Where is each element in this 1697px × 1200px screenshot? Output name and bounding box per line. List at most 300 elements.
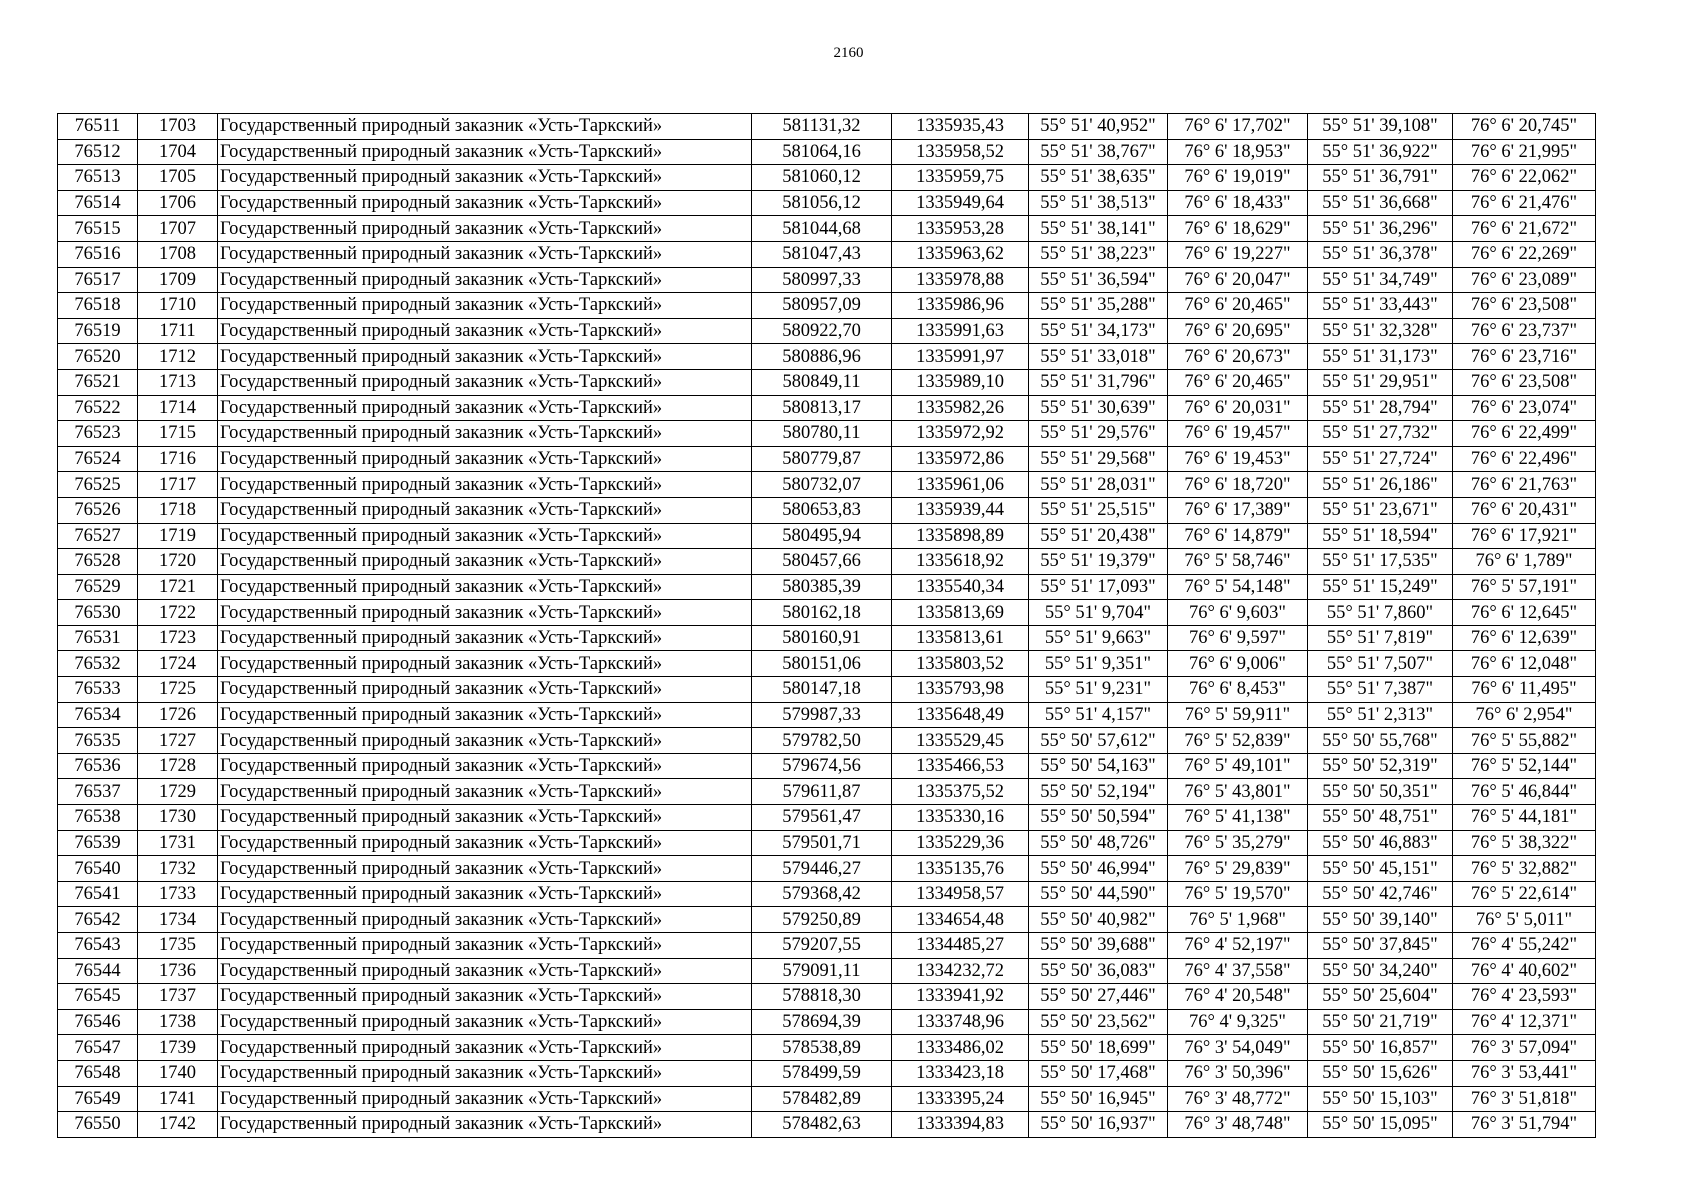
longitude-2-cell: 76° 4' 55,242" bbox=[1453, 933, 1596, 959]
x-coordinate-cell: 580653,83 bbox=[752, 497, 892, 523]
latitude-1-cell: 55° 51' 30,639" bbox=[1029, 395, 1168, 421]
latitude-1-cell: 55° 51' 38,223" bbox=[1029, 241, 1168, 267]
row-number-cell: 76537 bbox=[58, 779, 138, 805]
name-cell: Государственный природный заказник «Усть-Таркский» bbox=[218, 753, 752, 779]
x-coordinate-cell: 579782,50 bbox=[752, 728, 892, 754]
row-number-cell: 76524 bbox=[58, 446, 138, 472]
row-number-cell: 76512 bbox=[58, 139, 138, 165]
latitude-2-cell: 55° 51' 7,507" bbox=[1308, 651, 1453, 677]
y-coordinate-cell: 1335813,61 bbox=[892, 625, 1029, 651]
longitude-2-cell: 76° 6' 21,672" bbox=[1453, 216, 1596, 242]
row-number-cell: 76549 bbox=[58, 1086, 138, 1112]
name-cell: Государственный природный заказник «Усть-Таркский» bbox=[218, 267, 752, 293]
longitude-2-cell: 76° 5' 46,844" bbox=[1453, 779, 1596, 805]
point-number-cell: 1739 bbox=[138, 1035, 218, 1061]
y-coordinate-cell: 1333394,83 bbox=[892, 1112, 1029, 1138]
longitude-2-cell: 76° 6' 11,495" bbox=[1453, 677, 1596, 703]
name-cell: Государственный природный заказник «Усть-Таркский» bbox=[218, 549, 752, 575]
longitude-2-cell: 76° 5' 22,614" bbox=[1453, 881, 1596, 907]
row-number-cell: 76544 bbox=[58, 958, 138, 984]
point-number-cell: 1715 bbox=[138, 421, 218, 447]
y-coordinate-cell: 1335953,28 bbox=[892, 216, 1029, 242]
latitude-1-cell: 55° 50' 18,699" bbox=[1029, 1035, 1168, 1061]
row-number-cell: 76548 bbox=[58, 1060, 138, 1086]
point-number-cell: 1716 bbox=[138, 446, 218, 472]
longitude-1-cell: 76° 5' 59,911" bbox=[1168, 702, 1308, 728]
longitude-1-cell: 76° 6' 20,047" bbox=[1168, 267, 1308, 293]
latitude-1-cell: 55° 50' 17,468" bbox=[1029, 1060, 1168, 1086]
name-cell: Государственный природный заказник «Усть-Таркский» bbox=[218, 446, 752, 472]
name-cell: Государственный природный заказник «Усть-Таркский» bbox=[218, 779, 752, 805]
latitude-2-cell: 55° 51' 23,671" bbox=[1308, 497, 1453, 523]
point-number-cell: 1740 bbox=[138, 1060, 218, 1086]
latitude-2-cell: 55° 51' 7,387" bbox=[1308, 677, 1453, 703]
point-number-cell: 1719 bbox=[138, 523, 218, 549]
x-coordinate-cell: 579611,87 bbox=[752, 779, 892, 805]
name-cell: Государственный природный заказник «Усть-Таркский» bbox=[218, 984, 752, 1010]
longitude-2-cell: 76° 6' 20,431" bbox=[1453, 497, 1596, 523]
point-number-cell: 1741 bbox=[138, 1086, 218, 1112]
latitude-2-cell: 55° 50' 55,768" bbox=[1308, 728, 1453, 754]
longitude-2-cell: 76° 6' 23,716" bbox=[1453, 344, 1596, 370]
longitude-2-cell: 76° 5' 32,882" bbox=[1453, 856, 1596, 882]
latitude-2-cell: 55° 50' 34,240" bbox=[1308, 958, 1453, 984]
name-cell: Государственный природный заказник «Усть-Таркский» bbox=[218, 421, 752, 447]
latitude-1-cell: 55° 51' 9,704" bbox=[1029, 600, 1168, 626]
x-coordinate-cell: 578818,30 bbox=[752, 984, 892, 1010]
table-row bbox=[58, 241, 1596, 267]
latitude-1-cell: 55° 50' 16,945" bbox=[1029, 1086, 1168, 1112]
row-number-cell: 76522 bbox=[58, 395, 138, 421]
y-coordinate-cell: 1335989,10 bbox=[892, 369, 1029, 395]
page-number: 2160 bbox=[833, 45, 864, 61]
latitude-2-cell: 55° 51' 36,296" bbox=[1308, 216, 1453, 242]
longitude-1-cell: 76° 5' 41,138" bbox=[1168, 805, 1308, 831]
longitude-1-cell: 76° 5' 52,839" bbox=[1168, 728, 1308, 754]
longitude-1-cell: 76° 4' 52,197" bbox=[1168, 933, 1308, 959]
longitude-1-cell: 76° 6' 14,879" bbox=[1168, 523, 1308, 549]
x-coordinate-cell: 580813,17 bbox=[752, 395, 892, 421]
latitude-1-cell: 55° 50' 40,982" bbox=[1029, 907, 1168, 933]
latitude-1-cell: 55° 51' 29,576" bbox=[1029, 421, 1168, 447]
latitude-1-cell: 55° 50' 36,083" bbox=[1029, 958, 1168, 984]
name-cell: Государственный природный заказник «Усть-Таркский» bbox=[218, 318, 752, 344]
longitude-2-cell: 76° 6' 12,639" bbox=[1453, 625, 1596, 651]
table-row bbox=[58, 293, 1596, 319]
name-cell: Государственный природный заказник «Усть-Таркский» bbox=[218, 574, 752, 600]
y-coordinate-cell: 1335648,49 bbox=[892, 702, 1029, 728]
longitude-1-cell: 76° 6' 9,597" bbox=[1168, 625, 1308, 651]
latitude-2-cell: 55° 51' 27,724" bbox=[1308, 446, 1453, 472]
latitude-2-cell: 55° 51' 36,922" bbox=[1308, 139, 1453, 165]
longitude-1-cell: 76° 5' 43,801" bbox=[1168, 779, 1308, 805]
table-row bbox=[58, 677, 1596, 703]
latitude-1-cell: 55° 50' 44,590" bbox=[1029, 881, 1168, 907]
point-number-cell: 1733 bbox=[138, 881, 218, 907]
point-number-cell: 1722 bbox=[138, 600, 218, 626]
table-row bbox=[58, 344, 1596, 370]
latitude-1-cell: 55° 51' 38,513" bbox=[1029, 190, 1168, 216]
latitude-2-cell: 55° 51' 15,249" bbox=[1308, 574, 1453, 600]
name-cell: Государственный природный заказник «Усть-Таркский» bbox=[218, 114, 752, 140]
longitude-2-cell: 76° 3' 51,818" bbox=[1453, 1086, 1596, 1112]
longitude-1-cell: 76° 6' 8,453" bbox=[1168, 677, 1308, 703]
point-number-cell: 1728 bbox=[138, 753, 218, 779]
longitude-2-cell: 76° 4' 40,602" bbox=[1453, 958, 1596, 984]
x-coordinate-cell: 580849,11 bbox=[752, 369, 892, 395]
table-row bbox=[58, 702, 1596, 728]
name-cell: Государственный природный заказник «Усть-Таркский» bbox=[218, 677, 752, 703]
row-number-cell: 76530 bbox=[58, 600, 138, 626]
y-coordinate-cell: 1335529,45 bbox=[892, 728, 1029, 754]
longitude-2-cell: 76° 6' 22,496" bbox=[1453, 446, 1596, 472]
row-number-cell: 76532 bbox=[58, 651, 138, 677]
name-cell: Государственный природный заказник «Усть-Таркский» bbox=[218, 165, 752, 191]
latitude-2-cell: 55° 51' 36,668" bbox=[1308, 190, 1453, 216]
longitude-2-cell: 76° 5' 52,144" bbox=[1453, 753, 1596, 779]
latitude-2-cell: 55° 50' 46,883" bbox=[1308, 830, 1453, 856]
longitude-1-cell: 76° 6' 19,457" bbox=[1168, 421, 1308, 447]
longitude-1-cell: 76° 5' 58,746" bbox=[1168, 549, 1308, 575]
longitude-2-cell: 76° 6' 22,499" bbox=[1453, 421, 1596, 447]
point-number-cell: 1727 bbox=[138, 728, 218, 754]
longitude-1-cell: 76° 6' 18,433" bbox=[1168, 190, 1308, 216]
name-cell: Государственный природный заказник «Усть-Таркский» bbox=[218, 395, 752, 421]
latitude-2-cell: 55° 51' 27,732" bbox=[1308, 421, 1453, 447]
point-number-cell: 1720 bbox=[138, 549, 218, 575]
point-number-cell: 1724 bbox=[138, 651, 218, 677]
latitude-2-cell: 55° 50' 16,857" bbox=[1308, 1035, 1453, 1061]
point-number-cell: 1730 bbox=[138, 805, 218, 831]
latitude-2-cell: 55° 51' 28,794" bbox=[1308, 395, 1453, 421]
row-number-cell: 76542 bbox=[58, 907, 138, 933]
x-coordinate-cell: 578499,59 bbox=[752, 1060, 892, 1086]
row-number-cell: 76525 bbox=[58, 472, 138, 498]
longitude-2-cell: 76° 6' 21,995" bbox=[1453, 139, 1596, 165]
longitude-1-cell: 76° 4' 20,548" bbox=[1168, 984, 1308, 1010]
name-cell: Государственный природный заказник «Усть-Таркский» bbox=[218, 881, 752, 907]
longitude-2-cell: 76° 6' 23,089" bbox=[1453, 267, 1596, 293]
y-coordinate-cell: 1334485,27 bbox=[892, 933, 1029, 959]
table-row bbox=[58, 1086, 1596, 1112]
y-coordinate-cell: 1335949,64 bbox=[892, 190, 1029, 216]
x-coordinate-cell: 580495,94 bbox=[752, 523, 892, 549]
point-number-cell: 1738 bbox=[138, 1009, 218, 1035]
name-cell: Государственный природный заказник «Усть-Таркский» bbox=[218, 139, 752, 165]
latitude-2-cell: 55° 51' 39,108" bbox=[1308, 114, 1453, 140]
x-coordinate-cell: 580779,87 bbox=[752, 446, 892, 472]
name-cell: Государственный природный заказник «Усть-Таркский» bbox=[218, 702, 752, 728]
latitude-1-cell: 55° 51' 25,515" bbox=[1029, 497, 1168, 523]
latitude-2-cell: 55° 50' 39,140" bbox=[1308, 907, 1453, 933]
longitude-1-cell: 76° 5' 49,101" bbox=[1168, 753, 1308, 779]
name-cell: Государственный природный заказник «Усть-Таркский» bbox=[218, 907, 752, 933]
x-coordinate-cell: 580457,66 bbox=[752, 549, 892, 575]
row-number-cell: 76523 bbox=[58, 421, 138, 447]
table-row bbox=[58, 472, 1596, 498]
y-coordinate-cell: 1335978,88 bbox=[892, 267, 1029, 293]
table-row bbox=[58, 1009, 1596, 1035]
table-row bbox=[58, 369, 1596, 395]
longitude-1-cell: 76° 6' 9,603" bbox=[1168, 600, 1308, 626]
point-number-cell: 1717 bbox=[138, 472, 218, 498]
latitude-2-cell: 55° 50' 25,604" bbox=[1308, 984, 1453, 1010]
point-number-cell: 1734 bbox=[138, 907, 218, 933]
x-coordinate-cell: 580147,18 bbox=[752, 677, 892, 703]
table-row bbox=[58, 114, 1596, 140]
longitude-2-cell: 76° 6' 21,476" bbox=[1453, 190, 1596, 216]
name-cell: Государственный природный заказник «Усть-Таркский» bbox=[218, 856, 752, 882]
y-coordinate-cell: 1334232,72 bbox=[892, 958, 1029, 984]
table-row bbox=[58, 1112, 1596, 1138]
x-coordinate-cell: 579987,33 bbox=[752, 702, 892, 728]
row-number-cell: 76521 bbox=[58, 369, 138, 395]
name-cell: Государственный природный заказник «Усть-Таркский» bbox=[218, 805, 752, 831]
latitude-1-cell: 55° 51' 38,141" bbox=[1029, 216, 1168, 242]
point-number-cell: 1721 bbox=[138, 574, 218, 600]
x-coordinate-cell: 578538,89 bbox=[752, 1035, 892, 1061]
longitude-1-cell: 76° 4' 9,325" bbox=[1168, 1009, 1308, 1035]
y-coordinate-cell: 1335375,52 bbox=[892, 779, 1029, 805]
y-coordinate-cell: 1335972,92 bbox=[892, 421, 1029, 447]
name-cell: Государственный природный заказник «Усть-Таркский» bbox=[218, 600, 752, 626]
table-row bbox=[58, 395, 1596, 421]
longitude-1-cell: 76° 5' 1,968" bbox=[1168, 907, 1308, 933]
longitude-2-cell: 76° 5' 38,322" bbox=[1453, 830, 1596, 856]
longitude-2-cell: 76° 4' 23,593" bbox=[1453, 984, 1596, 1010]
longitude-1-cell: 76° 6' 20,031" bbox=[1168, 395, 1308, 421]
y-coordinate-cell: 1335229,36 bbox=[892, 830, 1029, 856]
table-row bbox=[58, 497, 1596, 523]
longitude-1-cell: 76° 3' 54,049" bbox=[1168, 1035, 1308, 1061]
row-number-cell: 76543 bbox=[58, 933, 138, 959]
table-row bbox=[58, 190, 1596, 216]
longitude-2-cell: 76° 3' 51,794" bbox=[1453, 1112, 1596, 1138]
latitude-1-cell: 55° 51' 33,018" bbox=[1029, 344, 1168, 370]
row-number-cell: 76529 bbox=[58, 574, 138, 600]
latitude-1-cell: 55° 50' 16,937" bbox=[1029, 1112, 1168, 1138]
y-coordinate-cell: 1335982,26 bbox=[892, 395, 1029, 421]
row-number-cell: 76518 bbox=[58, 293, 138, 319]
longitude-1-cell: 76° 6' 18,629" bbox=[1168, 216, 1308, 242]
longitude-2-cell: 76° 6' 23,508" bbox=[1453, 369, 1596, 395]
latitude-2-cell: 55° 51' 18,594" bbox=[1308, 523, 1453, 549]
point-number-cell: 1726 bbox=[138, 702, 218, 728]
row-number-cell: 76547 bbox=[58, 1035, 138, 1061]
point-number-cell: 1708 bbox=[138, 241, 218, 267]
y-coordinate-cell: 1335991,97 bbox=[892, 344, 1029, 370]
row-number-cell: 76550 bbox=[58, 1112, 138, 1138]
row-number-cell: 76527 bbox=[58, 523, 138, 549]
y-coordinate-cell: 1335898,89 bbox=[892, 523, 1029, 549]
y-coordinate-cell: 1335986,96 bbox=[892, 293, 1029, 319]
x-coordinate-cell: 581060,12 bbox=[752, 165, 892, 191]
latitude-2-cell: 55° 50' 42,746" bbox=[1308, 881, 1453, 907]
x-coordinate-cell: 579674,56 bbox=[752, 753, 892, 779]
x-coordinate-cell: 578482,63 bbox=[752, 1112, 892, 1138]
point-number-cell: 1731 bbox=[138, 830, 218, 856]
point-number-cell: 1704 bbox=[138, 139, 218, 165]
latitude-1-cell: 55° 51' 20,438" bbox=[1029, 523, 1168, 549]
point-number-cell: 1705 bbox=[138, 165, 218, 191]
row-number-cell: 76514 bbox=[58, 190, 138, 216]
x-coordinate-cell: 580385,39 bbox=[752, 574, 892, 600]
row-number-cell: 76545 bbox=[58, 984, 138, 1010]
longitude-2-cell: 76° 6' 23,737" bbox=[1453, 318, 1596, 344]
name-cell: Государственный природный заказник «Усть-Таркский» bbox=[218, 216, 752, 242]
latitude-1-cell: 55° 51' 9,231" bbox=[1029, 677, 1168, 703]
latitude-2-cell: 55° 50' 45,151" bbox=[1308, 856, 1453, 882]
latitude-1-cell: 55° 51' 4,157" bbox=[1029, 702, 1168, 728]
x-coordinate-cell: 579561,47 bbox=[752, 805, 892, 831]
table-row bbox=[58, 805, 1596, 831]
longitude-2-cell: 76° 6' 21,763" bbox=[1453, 472, 1596, 498]
point-number-cell: 1735 bbox=[138, 933, 218, 959]
y-coordinate-cell: 1335972,86 bbox=[892, 446, 1029, 472]
latitude-2-cell: 55° 51' 36,378" bbox=[1308, 241, 1453, 267]
name-cell: Государственный природный заказник «Усть-Таркский» bbox=[218, 1035, 752, 1061]
latitude-1-cell: 55° 50' 46,994" bbox=[1029, 856, 1168, 882]
latitude-1-cell: 55° 51' 31,796" bbox=[1029, 369, 1168, 395]
longitude-2-cell: 76° 6' 1,789" bbox=[1453, 549, 1596, 575]
table-row bbox=[58, 216, 1596, 242]
longitude-1-cell: 76° 6' 20,673" bbox=[1168, 344, 1308, 370]
latitude-2-cell: 55° 51' 17,535" bbox=[1308, 549, 1453, 575]
longitude-1-cell: 76° 6' 20,465" bbox=[1168, 369, 1308, 395]
y-coordinate-cell: 1334654,48 bbox=[892, 907, 1029, 933]
latitude-1-cell: 55° 51' 29,568" bbox=[1029, 446, 1168, 472]
coordinates-table bbox=[57, 113, 1596, 1138]
latitude-2-cell: 55° 50' 15,103" bbox=[1308, 1086, 1453, 1112]
latitude-2-cell: 55° 51' 26,186" bbox=[1308, 472, 1453, 498]
longitude-1-cell: 76° 4' 37,558" bbox=[1168, 958, 1308, 984]
table-row bbox=[58, 779, 1596, 805]
y-coordinate-cell: 1333941,92 bbox=[892, 984, 1029, 1010]
x-coordinate-cell: 581044,68 bbox=[752, 216, 892, 242]
longitude-2-cell: 76° 6' 20,745" bbox=[1453, 114, 1596, 140]
name-cell: Государственный природный заказник «Усть-Таркский» bbox=[218, 933, 752, 959]
longitude-1-cell: 76° 3' 48,748" bbox=[1168, 1112, 1308, 1138]
table-row bbox=[58, 984, 1596, 1010]
table-row bbox=[58, 881, 1596, 907]
y-coordinate-cell: 1335958,52 bbox=[892, 139, 1029, 165]
y-coordinate-cell: 1335330,16 bbox=[892, 805, 1029, 831]
longitude-1-cell: 76° 6' 19,019" bbox=[1168, 165, 1308, 191]
y-coordinate-cell: 1335540,34 bbox=[892, 574, 1029, 600]
x-coordinate-cell: 579501,71 bbox=[752, 830, 892, 856]
row-number-cell: 76520 bbox=[58, 344, 138, 370]
table-row bbox=[58, 600, 1596, 626]
longitude-1-cell: 76° 5' 19,570" bbox=[1168, 881, 1308, 907]
point-number-cell: 1713 bbox=[138, 369, 218, 395]
name-cell: Государственный природный заказник «Усть-Таркский» bbox=[218, 1060, 752, 1086]
x-coordinate-cell: 580151,06 bbox=[752, 651, 892, 677]
table-row bbox=[58, 830, 1596, 856]
point-number-cell: 1725 bbox=[138, 677, 218, 703]
point-number-cell: 1723 bbox=[138, 625, 218, 651]
name-cell: Государственный природный заказник «Усть-Таркский» bbox=[218, 958, 752, 984]
y-coordinate-cell: 1335959,75 bbox=[892, 165, 1029, 191]
y-coordinate-cell: 1335939,44 bbox=[892, 497, 1029, 523]
table-row bbox=[58, 728, 1596, 754]
latitude-2-cell: 55° 50' 48,751" bbox=[1308, 805, 1453, 831]
x-coordinate-cell: 581131,32 bbox=[752, 114, 892, 140]
point-number-cell: 1742 bbox=[138, 1112, 218, 1138]
longitude-1-cell: 76° 6' 17,389" bbox=[1168, 497, 1308, 523]
x-coordinate-cell: 580997,33 bbox=[752, 267, 892, 293]
name-cell: Государственный природный заказник «Усть-Таркский» bbox=[218, 293, 752, 319]
table-row bbox=[58, 549, 1596, 575]
point-number-cell: 1729 bbox=[138, 779, 218, 805]
row-number-cell: 76519 bbox=[58, 318, 138, 344]
name-cell: Государственный природный заказник «Усть-Таркский» bbox=[218, 1086, 752, 1112]
x-coordinate-cell: 579446,27 bbox=[752, 856, 892, 882]
longitude-2-cell: 76° 6' 2,954" bbox=[1453, 702, 1596, 728]
latitude-2-cell: 55° 50' 50,351" bbox=[1308, 779, 1453, 805]
longitude-1-cell: 76° 6' 19,453" bbox=[1168, 446, 1308, 472]
x-coordinate-cell: 581056,12 bbox=[752, 190, 892, 216]
latitude-1-cell: 55° 51' 17,093" bbox=[1029, 574, 1168, 600]
point-number-cell: 1712 bbox=[138, 344, 218, 370]
row-number-cell: 76539 bbox=[58, 830, 138, 856]
name-cell: Государственный природный заказник «Усть-Таркский» bbox=[218, 830, 752, 856]
row-number-cell: 76526 bbox=[58, 497, 138, 523]
longitude-1-cell: 76° 5' 29,839" bbox=[1168, 856, 1308, 882]
latitude-1-cell: 55° 50' 27,446" bbox=[1029, 984, 1168, 1010]
table-row bbox=[58, 958, 1596, 984]
table-row bbox=[58, 574, 1596, 600]
table-row bbox=[58, 933, 1596, 959]
y-coordinate-cell: 1335813,69 bbox=[892, 600, 1029, 626]
latitude-1-cell: 55° 51' 28,031" bbox=[1029, 472, 1168, 498]
table-row bbox=[58, 139, 1596, 165]
x-coordinate-cell: 580886,96 bbox=[752, 344, 892, 370]
longitude-1-cell: 76° 5' 54,148" bbox=[1168, 574, 1308, 600]
longitude-1-cell: 76° 6' 20,465" bbox=[1168, 293, 1308, 319]
y-coordinate-cell: 1335935,43 bbox=[892, 114, 1029, 140]
table-row bbox=[58, 856, 1596, 882]
name-cell: Государственный природный заказник «Усть-Таркский» bbox=[218, 728, 752, 754]
latitude-2-cell: 55° 51' 33,443" bbox=[1308, 293, 1453, 319]
table-row bbox=[58, 523, 1596, 549]
latitude-2-cell: 55° 51' 7,860" bbox=[1308, 600, 1453, 626]
x-coordinate-cell: 580957,09 bbox=[752, 293, 892, 319]
longitude-2-cell: 76° 6' 17,921" bbox=[1453, 523, 1596, 549]
name-cell: Государственный природный заказник «Усть-Таркский» bbox=[218, 1112, 752, 1138]
longitude-2-cell: 76° 3' 57,094" bbox=[1453, 1035, 1596, 1061]
y-coordinate-cell: 1335961,06 bbox=[892, 472, 1029, 498]
row-number-cell: 76513 bbox=[58, 165, 138, 191]
table-row bbox=[58, 907, 1596, 933]
y-coordinate-cell: 1335793,98 bbox=[892, 677, 1029, 703]
y-coordinate-cell: 1335618,92 bbox=[892, 549, 1029, 575]
longitude-2-cell: 76° 3' 53,441" bbox=[1453, 1060, 1596, 1086]
point-number-cell: 1711 bbox=[138, 318, 218, 344]
point-number-cell: 1707 bbox=[138, 216, 218, 242]
latitude-1-cell: 55° 51' 35,288" bbox=[1029, 293, 1168, 319]
y-coordinate-cell: 1335135,76 bbox=[892, 856, 1029, 882]
latitude-2-cell: 55° 50' 21,719" bbox=[1308, 1009, 1453, 1035]
longitude-1-cell: 76° 6' 18,720" bbox=[1168, 472, 1308, 498]
latitude-2-cell: 55° 51' 2,313" bbox=[1308, 702, 1453, 728]
row-number-cell: 76538 bbox=[58, 805, 138, 831]
name-cell: Государственный природный заказник «Усть-Таркский» bbox=[218, 625, 752, 651]
table-row bbox=[58, 165, 1596, 191]
row-number-cell: 76536 bbox=[58, 753, 138, 779]
row-number-cell: 76531 bbox=[58, 625, 138, 651]
point-number-cell: 1703 bbox=[138, 114, 218, 140]
y-coordinate-cell: 1333748,96 bbox=[892, 1009, 1029, 1035]
